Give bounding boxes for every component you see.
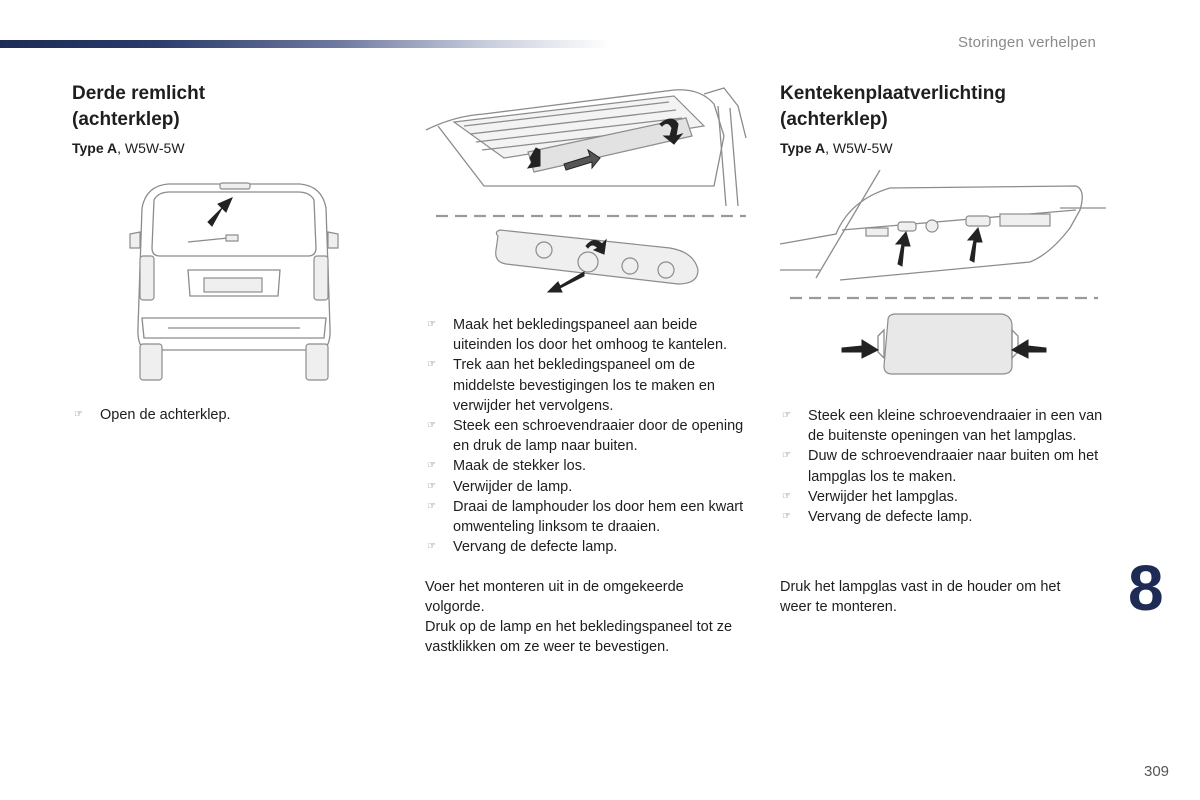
list-item: ☞ Steek een kleine schroevendraaier in een van de buitenste openingen van het lampglas. [782, 408, 1103, 445]
heading-line-2: (achterklep) [72, 109, 180, 130]
list-item: ☞ Vervang de defecte lamp. [427, 539, 618, 556]
hand-pointer-icon: ☞ [74, 409, 83, 420]
hand-pointer-icon: ☞ [427, 420, 436, 432]
type-value: , W5W-5W [825, 140, 893, 156]
hand-pointer-icon: ☞ [782, 511, 791, 523]
arrow-icon [842, 340, 878, 358]
arrow-icon [896, 232, 910, 266]
heading-line-1: Derde remlicht [72, 83, 206, 104]
plate-light-illustration [780, 170, 1110, 380]
list-item: ☞ Maak het bekledingspaneel aan beide uiteinden los door het omhoog te kantelen. [427, 317, 728, 354]
reassembly-note: Voer het monteren uit in de omgekeerde volgorde. [425, 579, 684, 616]
arrow-icon [548, 272, 584, 292]
chapter-number: 8 [1128, 552, 1164, 624]
list-item: ☞ Verwijder de lamp. [427, 478, 573, 495]
hand-pointer-icon: ☞ [427, 319, 436, 330]
section-title: Storingen verhelpen [958, 34, 1097, 51]
hand-pointer-icon: ☞ [427, 500, 436, 512]
heading-plate-light [780, 81, 1006, 133]
header-gradient-bar [0, 40, 610, 48]
steps-list-col1 [72, 405, 372, 425]
list-item: ☞ Maak de stekker los. [427, 458, 586, 475]
heading-line-1: Kentekenplaatverlichting [780, 83, 1006, 104]
hand-pointer-icon: ☞ [427, 460, 436, 472]
list-item: ☞ Steek een schroevendraaier door de opening en druk de lamp naar buiten. [427, 418, 744, 455]
refit-note: Druk het lampglas vast in de houder om het weer te monteren. [780, 579, 1061, 616]
heading-line-2: (achterklep) [780, 109, 888, 130]
type-label: Type A [72, 140, 118, 156]
steps-list-col3 [780, 406, 1110, 527]
arrow-icon [208, 198, 232, 226]
type-label: Type A [780, 140, 826, 156]
hand-pointer-icon: ☞ [427, 480, 436, 492]
page-number: 309 [1144, 763, 1170, 780]
brake-light-panel-illustration [424, 86, 750, 298]
list-item: ☞ Open de achterklep. [74, 407, 231, 423]
steps-list-col2 [425, 315, 755, 557]
list-item: ☞ Vervang de defecte lamp. [782, 509, 973, 526]
arrow-icon [968, 228, 982, 262]
list-item: ☞ Duw de schroevendraaier naar buiten om het lampglas los te maken. [782, 448, 1099, 485]
list-item: ☞ Trek aan het bekledingspaneel om de middelste bevestigingen los te maken en verwijder het vervolgens. [427, 357, 715, 414]
heading-third-brake-light [72, 81, 205, 133]
type-value: , W5W-5W [117, 140, 185, 156]
click-note: Druk op de lamp en het bekledingspaneel tot ze vastklikken om ze weer te bevestigen. [425, 619, 733, 656]
hand-pointer-icon: ☞ [427, 359, 436, 371]
hand-pointer-icon: ☞ [782, 450, 791, 462]
list-item: ☞ Verwijder het lampglas. [782, 488, 958, 505]
hand-pointer-icon: ☞ [427, 541, 436, 553]
bulb-type [780, 140, 893, 156]
van-rear-illustration [128, 178, 340, 384]
list-item: ☞ Draai de lamphouder los door hem een kwart omwenteling linksom te draaien. [427, 498, 744, 536]
arrow-icon [1012, 340, 1046, 358]
hand-pointer-icon: ☞ [782, 490, 791, 502]
bulb-type [72, 140, 185, 156]
hand-pointer-icon: ☞ [782, 410, 791, 421]
